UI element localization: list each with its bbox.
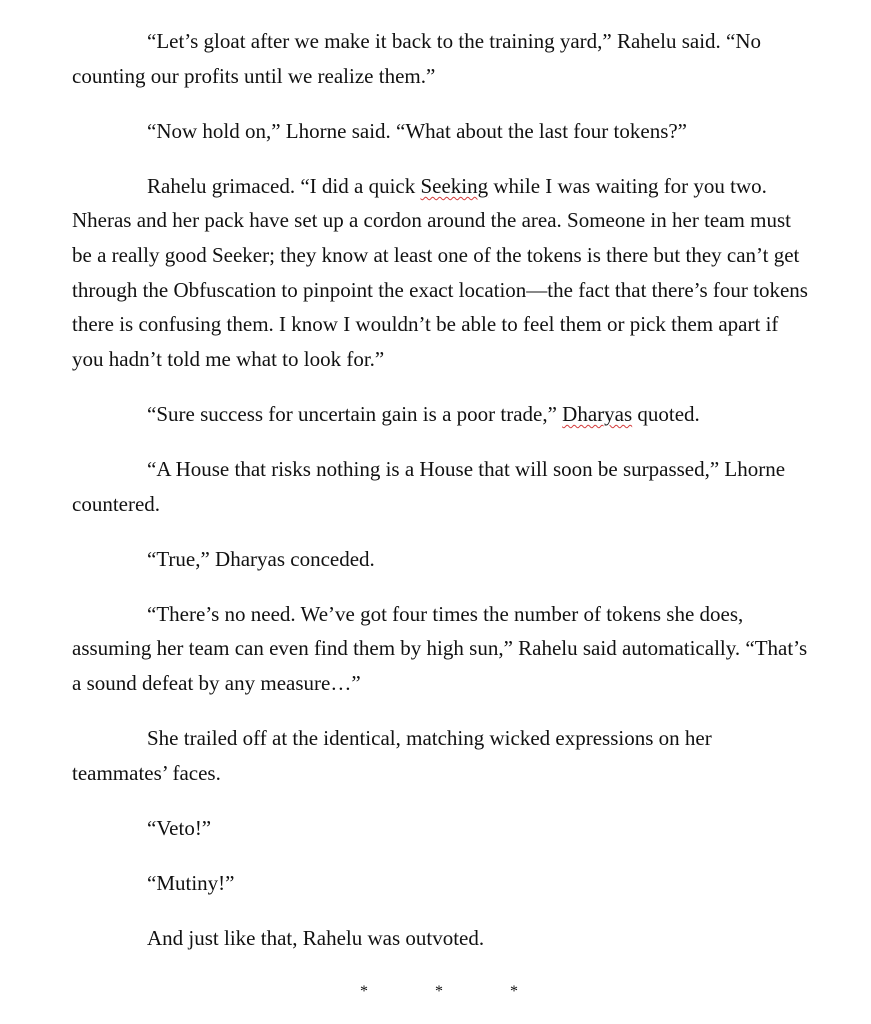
scene-break-asterisk: * (360, 982, 368, 1000)
paragraph-6: “True,” Dharyas conceded. (147, 546, 375, 571)
paragraph-8: She trailed off at the identical, matching wicked expressions on her teammates’ faces. (72, 726, 712, 785)
scene-break-asterisk: * (510, 982, 518, 1000)
scene-break-asterisk: * (435, 982, 443, 1000)
spellcheck-flagged-word[interactable]: Seeking (420, 173, 489, 198)
paragraph-4-before: “Sure success for uncertain gain is a poor trade,” (147, 401, 563, 426)
paragraph-5: “A House that risks nothing is a House that will soon be surpassed,” Lhorne countered. (72, 456, 786, 516)
paragraph-10: “Mutiny!” (147, 870, 235, 895)
paragraph-4 (72, 397, 812, 432)
scene-break (72, 976, 812, 1010)
paragraph-7: “There’s no need. We’ve got four times the number of tokens she does, assuming her team can even find them by high sun,” Rahelu said automatically. “That’s a sound defeat by any measure…” (72, 601, 808, 695)
paragraph-1: “Let’s gloat after we make it back to the training yard,” Rahelu said. “No counting our profits until we realize them.” (72, 29, 762, 88)
paragraph-11: And just like that, Rahelu was outvoted. (147, 925, 485, 950)
paragraph-4-after: quoted. (632, 401, 700, 426)
document-page[interactable] (72, 24, 812, 1010)
spellcheck-flagged-word[interactable]: Dharyas (562, 401, 633, 426)
paragraph-3 (72, 169, 812, 377)
paragraph-3-before: Rahelu grimaced. “I did a quick (147, 173, 421, 198)
paragraph-9: “Veto!” (147, 815, 212, 840)
paragraph-3-after: while I was waiting for you two. Nheras and her pack have set up a cordon around the area. Someone in her team must be a really good Seeker; they know at least one of the tokens is there but they can’t get through the Obfuscation to pinpoint the exact location—the fact that there’s four tokens there is confusing them. I know I wouldn’t be able to feel them or pick them apart if you hadn’t told me what to look for.” (72, 173, 808, 371)
paragraph-2: “Now hold on,” Lhorne said. “What about the last four tokens?” (147, 118, 688, 143)
